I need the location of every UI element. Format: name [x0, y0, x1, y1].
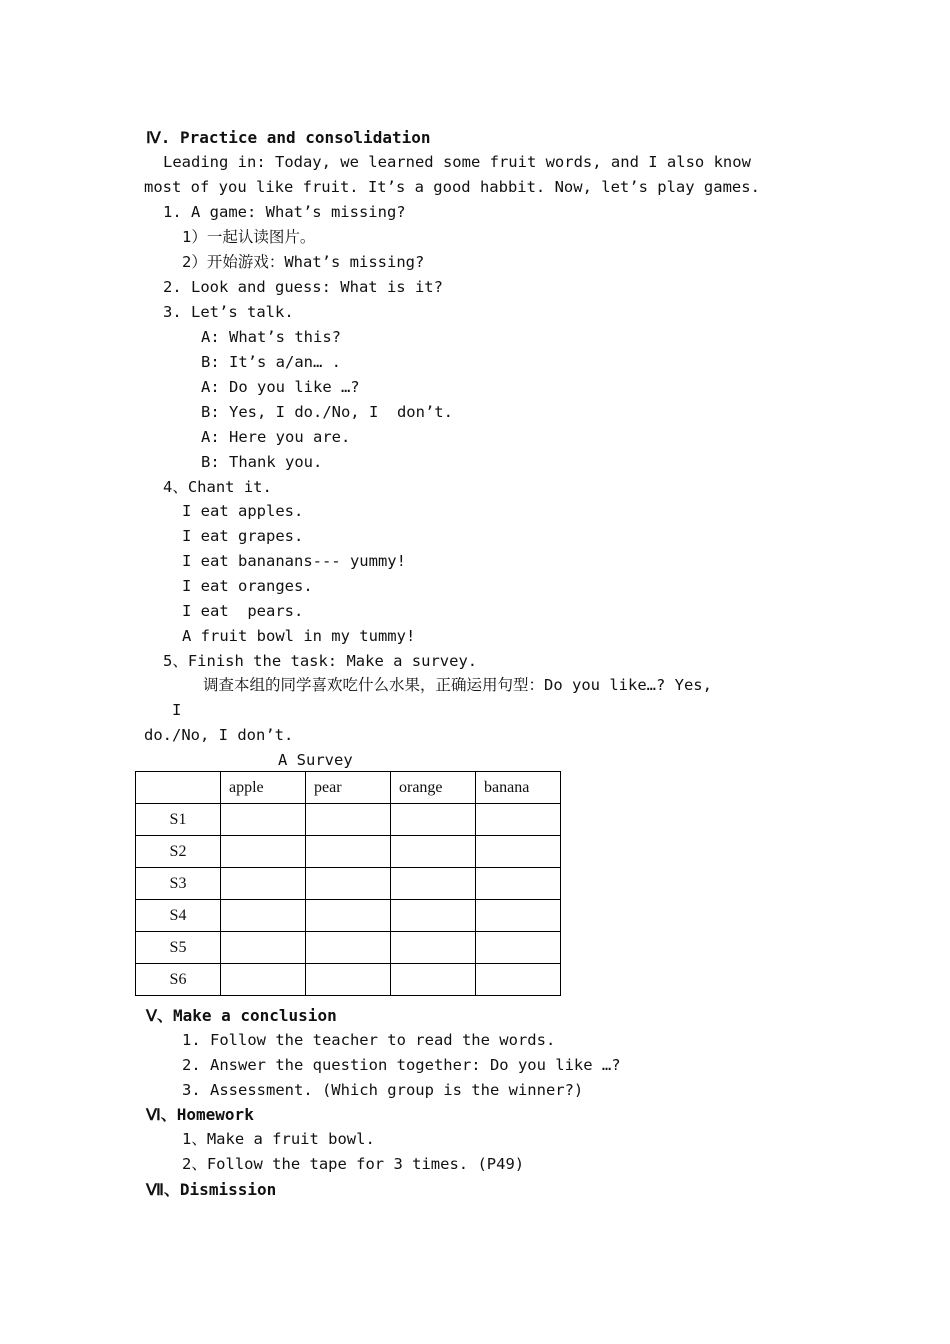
table-row	[136, 964, 561, 996]
chant-line: I eat grapes.	[182, 527, 304, 545]
survey-column-header: apple	[221, 772, 306, 804]
survey-row-label: S3	[136, 868, 221, 900]
dialog-line: A: What’s this?	[201, 328, 341, 346]
survey-cell	[221, 964, 306, 996]
survey-cell	[306, 836, 391, 868]
survey-row-label: S4	[136, 900, 221, 932]
survey-cell	[306, 964, 391, 996]
table-row	[136, 932, 561, 964]
chant-line: I eat oranges.	[182, 577, 313, 595]
survey-cell	[306, 900, 391, 932]
homework-item: 2、Follow the tape for 3 times. (P49)	[182, 1155, 525, 1173]
survey-cell	[306, 868, 391, 900]
survey-cell	[221, 932, 306, 964]
item-1: 1. A game: What’s missing?	[163, 203, 406, 221]
table-row	[136, 900, 561, 932]
lead-in-line-2: most of you like fruit. It’s a good habbit. Now, let’s play games.	[144, 178, 760, 196]
item-5: 5、Finish the task: Make a survey.	[163, 652, 478, 670]
section4-title: Ⅳ. Practice and consolidation	[146, 128, 431, 147]
conclusion-item: 2. Answer the question together: Do you like …?	[182, 1056, 621, 1074]
dialog-line: B: Thank you.	[201, 453, 323, 471]
dialog-line: A: Here you are.	[201, 428, 351, 446]
survey-cell	[221, 836, 306, 868]
item-3: 3. Let’s talk.	[163, 303, 294, 321]
survey-cell	[476, 900, 561, 932]
survey-caption: A Survey	[278, 751, 353, 769]
homework-item: 1、Make a fruit bowl.	[182, 1130, 375, 1148]
survey-cell	[391, 868, 476, 900]
survey-cell	[221, 804, 306, 836]
survey-cell	[391, 964, 476, 996]
chant-line: A fruit bowl in my tummy!	[182, 627, 416, 645]
survey-cell	[391, 804, 476, 836]
task-line-3: do./No, I don’t.	[144, 726, 294, 744]
survey-column-header: banana	[476, 772, 561, 804]
conclusion-item: 1. Follow the teacher to read the words.	[182, 1031, 556, 1049]
survey-cell	[391, 836, 476, 868]
survey-cell	[476, 804, 561, 836]
section6-title: Ⅵ、Homework	[146, 1105, 254, 1124]
section7-title: Ⅶ、Dismission	[146, 1180, 277, 1199]
survey-row-label: S2	[136, 836, 221, 868]
chant-line: I eat pears.	[182, 602, 304, 620]
lead-in-line-1: Leading in: Today, we learned some fruit words, and I also know	[163, 153, 751, 171]
survey-cell	[476, 836, 561, 868]
item-4: 4、Chant it.	[163, 478, 272, 496]
chant-line: I eat apples.	[182, 502, 304, 520]
section5-title: Ⅴ、Make a conclusion	[146, 1006, 337, 1025]
survey-cell	[221, 900, 306, 932]
conclusion-item: 3. Assessment. (Which group is the winner?)	[182, 1081, 584, 1099]
item-1-sub-2: 2）开始游戏：What’s missing?	[182, 253, 425, 271]
survey-cell	[391, 932, 476, 964]
chant-line: I eat bananans--- yummy!	[182, 552, 406, 570]
survey-row-label: S6	[136, 964, 221, 996]
survey-cell	[391, 900, 476, 932]
table-row	[136, 836, 561, 868]
table-row	[136, 868, 561, 900]
survey-column-header: pear	[306, 772, 391, 804]
survey-cell	[476, 932, 561, 964]
task-line-1: 调查本组的同学喜欢吃什么水果，正确运用句型：Do you like…? Yes,	[203, 676, 712, 694]
survey-cell	[306, 932, 391, 964]
survey-cell	[476, 964, 561, 996]
survey-cell	[221, 868, 306, 900]
dialog-line: A: Do you like …?	[201, 378, 360, 396]
item-1-sub-1: 1）一起认读图片。	[182, 228, 316, 246]
survey-corner-cell	[136, 772, 221, 804]
task-line-2: I	[172, 701, 182, 719]
survey-row-label: S5	[136, 932, 221, 964]
dialog-line: B: It’s a/an… .	[201, 353, 341, 371]
survey-cell	[476, 868, 561, 900]
item-2: 2. Look and guess: What is it?	[163, 278, 443, 296]
survey-row-label: S1	[136, 804, 221, 836]
survey-header-row	[136, 772, 561, 804]
survey-table	[135, 771, 561, 996]
table-row	[136, 804, 561, 836]
dialog-line: B: Yes, I do./No, I don’t.	[201, 403, 453, 421]
survey-column-header: orange	[391, 772, 476, 804]
survey-cell	[306, 804, 391, 836]
